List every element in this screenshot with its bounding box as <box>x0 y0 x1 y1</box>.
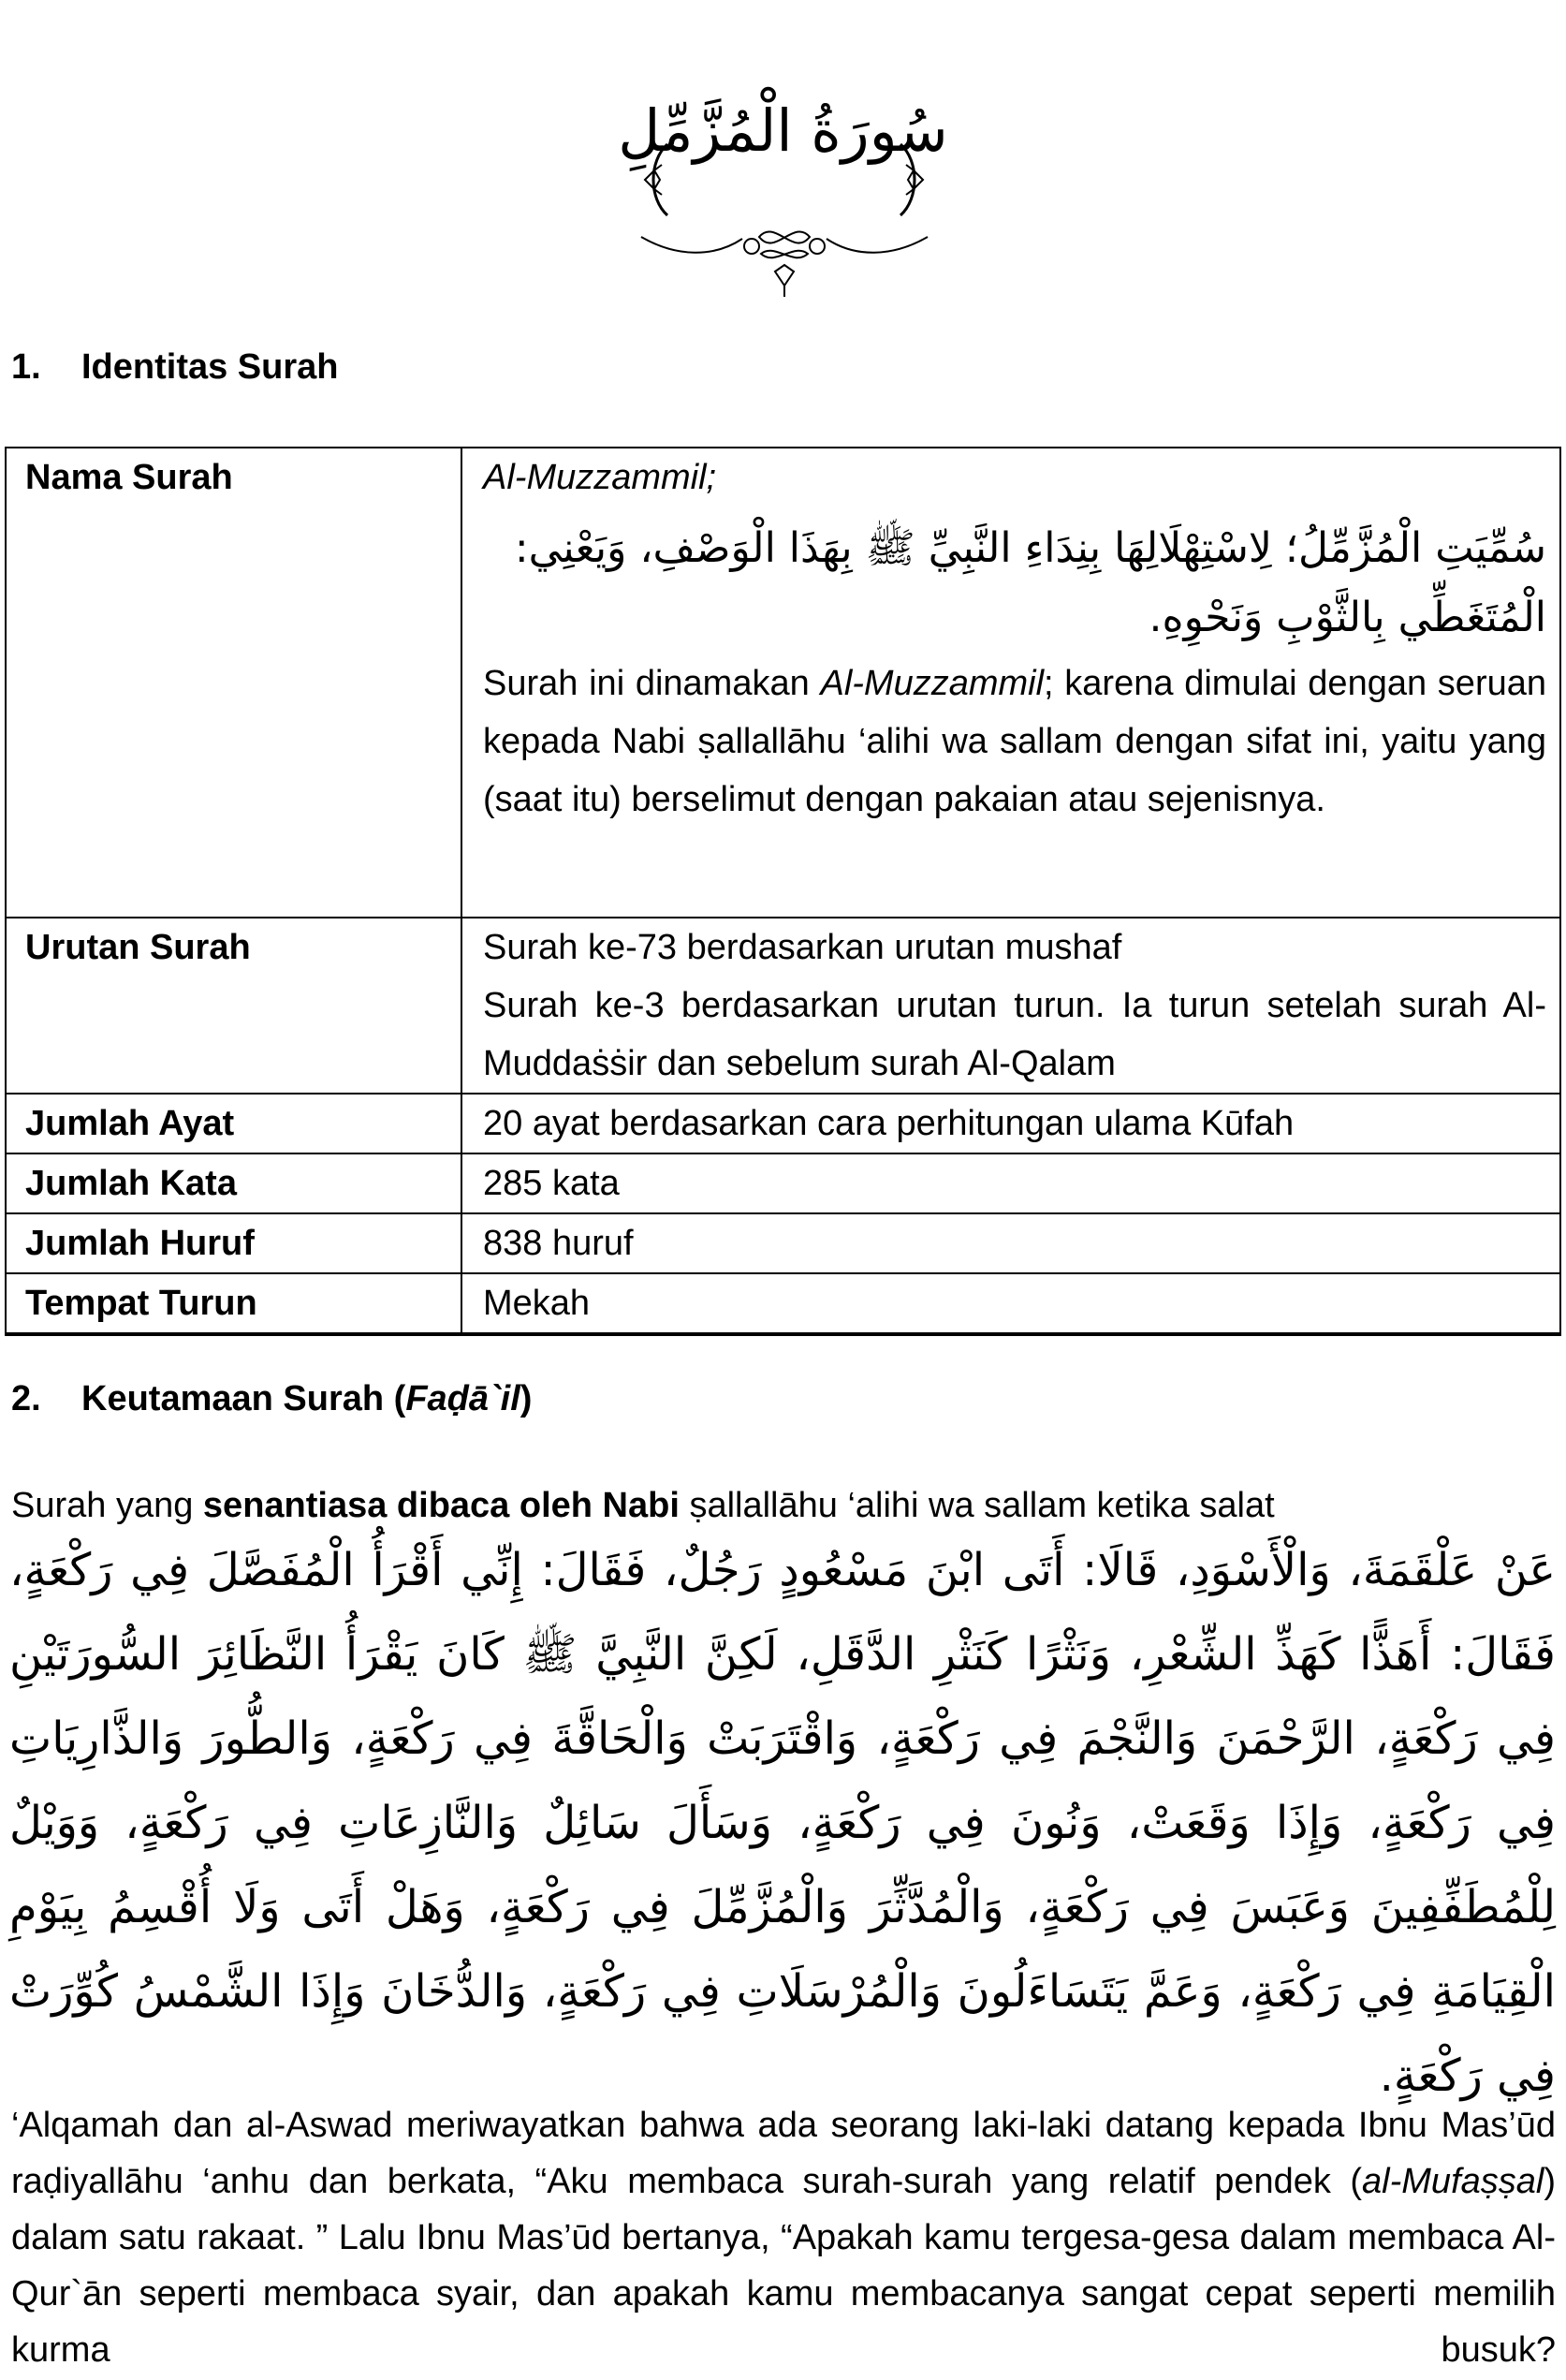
translation-italic: Al-Muzzammil <box>820 664 1045 703</box>
table-row-nama-surah <box>6 448 1560 918</box>
translation-italic: al-Mufaṣṣal <box>1362 2162 1544 2201</box>
translation-text: ‘Alqamah dan al-Aswad meriwayatkan bahwa ada seorang laki-laki datang kepada Ibnu Mas’ūd raḍiyallāhu ‘anhu dan berkata, “Aku membaca surah-surah yang relatif pendek ( <box>11 2106 1556 2201</box>
row-label: Jumlah Huruf <box>6 1213 461 1273</box>
table-row-tempat-turun <box>6 1273 1560 1334</box>
section-number: 2. <box>11 1379 41 1418</box>
section-title-close: ) <box>520 1379 533 1418</box>
ornamental-bracket-right-icon <box>882 142 929 217</box>
row-label: Urutan Surah <box>6 918 461 1094</box>
surah-identity-table <box>5 447 1561 1336</box>
translation-text: ; karena dimulai dengan seruan kepada Nabi ṣallallāhu ‘alihi wa sallam dengan sifat ini, yaitu yang (saat itu) berselimut dengan pakaian atau sejenisnya. <box>483 664 1546 819</box>
section-heading-keutamaan <box>11 1376 532 1421</box>
surah-name-arabic-explanation: سُمِّيَتِ الْمُزَّمِّلُ؛ لِاسْتِهْلَالِهَا بِنِدَاءِ النَّبِيِّ ﷺ بِهَذَا الْوَصْفِ، وَيَعْنِي: الْمُتَغَطِّي بِالثَّوْبِ وَنَحْوِهِ. <box>514 524 1546 641</box>
floral-flourish-icon <box>639 220 929 304</box>
hadith-translation <box>11 2097 1556 2378</box>
row-value <box>461 448 1560 918</box>
order-revelation: Surah ke-3 berdasarkan urutan turun. Ia turun setelah surah Al-Muddaṡṡir dan sebelum surah Al-Qalam <box>483 986 1546 1083</box>
row-label: Nama Surah <box>6 448 461 918</box>
row-label: Jumlah Ayat <box>6 1094 461 1153</box>
surah-title-arabic: سُورَةُ الْمُزَّمِّلِ <box>618 96 948 165</box>
intro-bold: senantiasa dibaca oleh Nabi <box>202 1486 680 1525</box>
section-number: 1. <box>11 347 41 387</box>
translation-text: Surah ini dinamakan <box>483 664 821 703</box>
hadith-arabic-text: عَنْ عَلْقَمَةَ، وَالْأَسْوَدِ، قَالَا: أَتَى ابْنَ مَسْعُودٍ رَجُلٌ، فَقَالَ: إِنِّي أَقْرَأُ الْمُفَصَّلَ فِي رَكْعَةٍ، فَقَالَ: أَهَذًّا كَهَذِّ الشِّعْرِ، وَنَثْرًا كَنَثْرِ الدَّقَلِ، لَكِنَّ النَّبِيَّ ﷺ كَانَ يَقْرَأُ النَّظَائِرَ السُّورَتَيْنِ فِي رَكْعَةٍ، الرَّحْمَنَ وَالنَّجْمَ فِي رَكْعَةٍ، وَاقْتَرَبَتْ وَالْحَاقَّةَ فِي رَكْعَةٍ، وَالطُّورَ وَالذَّارِيَاتِ فِي رَكْعَةٍ، وَإِذَا وَقَعَتْ، وَنُونَ فِي رَكْعَةٍ، وَسَأَلَ سَائِلٌ وَالنَّازِعَاتِ فِي رَكْعَةٍ، وَوَيْلٌ لِلْمُطَفِّفِينَ وَعَبَسَ فِي رَكْعَةٍ، وَالْمُدَّثِّرَ وَالْمُزَّمِّلَ فِي رَكْعَةٍ، وَهَلْ أَتَى وَلَا أُقْسِمُ بِيَوْمِ الْقِيَامَةِ فِي رَكْعَةٍ، وَعَمَّ يَتَسَاءَلُونَ وَالْمُرْسَلَاتِ فِي رَكْعَةٍ، وَالدُّخَانَ وَإِذَا الشَّمْسُ كُوِّرَتْ فِي رَكْعَةٍ. <box>9 1544 1556 2102</box>
table-row-jumlah-kata <box>6 1153 1560 1213</box>
table-row-urutan-surah <box>6 918 1560 1094</box>
row-value: 20 ayat berdasarkan cara perhitungan ulama Kūfah <box>461 1094 1560 1153</box>
surah-name-translation <box>483 654 1546 829</box>
row-value: 285 kata <box>461 1153 1560 1213</box>
intro-text: Surah yang <box>11 1486 203 1525</box>
table-row-jumlah-ayat <box>6 1094 1560 1153</box>
surah-title-ornament <box>0 56 1566 253</box>
row-label: Tempat Turun <box>6 1273 461 1334</box>
section-title: Identitas Surah <box>81 347 339 387</box>
virtue-intro <box>11 1482 1556 1529</box>
intro-text: ṣallallāhu ‘alihi wa sallam ketika salat <box>679 1486 1275 1525</box>
section-heading-identitas <box>11 345 339 389</box>
table-row-jumlah-huruf <box>6 1213 1560 1273</box>
row-value <box>461 918 1560 1094</box>
row-value: Mekah <box>461 1273 1560 1334</box>
row-value: 838 huruf <box>461 1213 1560 1273</box>
section-title-italic: Faḍā`il <box>405 1379 520 1418</box>
surah-name-latin: Al-Muzzammil; <box>483 458 717 497</box>
section-title: Keutamaan Surah ( <box>81 1379 406 1418</box>
translation-text: ) dalam satu rakaat. ” Lalu Ibnu Mas’ūd bertanya, “Apakah kamu tergesa-gesa dalam membaca Al-Qur`ān seperti membaca syair, dan apakah kamu membacanya sangat cepat seperti memilih kurma busuk? <box>11 2162 1556 2370</box>
row-label: Jumlah Kata <box>6 1153 461 1213</box>
order-mushaf: Surah ke-73 berdasarkan urutan mushaf <box>483 928 1122 967</box>
